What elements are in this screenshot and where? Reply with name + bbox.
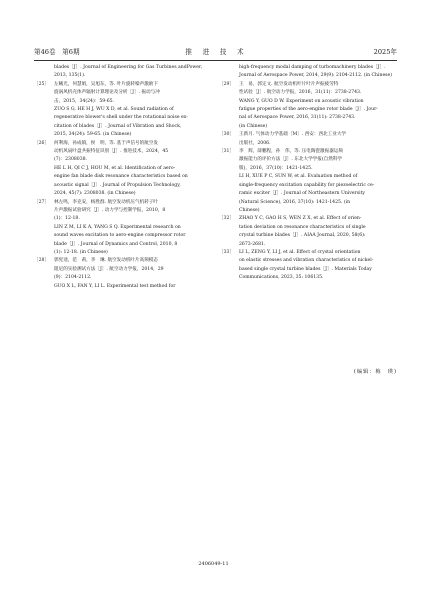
reference-line: 2015, 34(24): 59-65. (in Chinese) xyxy=(54,132,132,138)
reference-entry xyxy=(219,249,397,283)
reference-line: fatigue properties of the aero-engine rotor blade［J］. Jour- xyxy=(239,107,378,113)
reference-line: ramic exciter［J］. Journal of Northeastern University xyxy=(239,191,366,197)
reference-line: based single crystal turbine blades［J］. Materials Today xyxy=(239,266,372,272)
reference-line: blade［J］. Journal of Dynamics and Control, 2010, 8 xyxy=(54,241,178,247)
reference-line: HE L H, QI C J, HOU M, et al. Identification of aero- xyxy=(54,165,176,171)
reference-line: ZHAO Y C, GAO H S, WEN Z X, et al. Effect of orien- xyxy=(239,216,362,222)
left-column xyxy=(34,64,212,291)
reference-line: on elastic stresses and vibration characteristics of nickel- xyxy=(239,258,374,264)
reference-entry xyxy=(34,140,212,199)
reference-line: Power, 2013, 135(1). xyxy=(54,65,203,79)
reference-number: ［30］ xyxy=(219,132,235,138)
reference-line: 郭宪逵，范 莉，李 琳. 航空发动机叶片高频模态 xyxy=(54,258,158,264)
header-rule xyxy=(34,60,397,61)
reference-line: 版)，2016，37(10)：1421-1425. xyxy=(239,165,313,171)
reference-number: ［32］ xyxy=(219,216,235,222)
reference-line: blades［J］. Journal of Engineering for Gas Turbines and xyxy=(54,65,187,70)
reference-line: WANG Y, GUO D W. Experiment on acoustic vibration xyxy=(239,98,364,104)
volume-issue: 第46卷 第6期 xyxy=(34,48,80,56)
reference-line: 激振能力的评价方法［J］. 东北大学学报(自然科学 xyxy=(239,157,343,163)
reference-line: regenerative blower's shell under the rotational noise ex- xyxy=(54,115,188,121)
reference-line: LI H, XUE P C, SUN W, et al. Evaluation method of xyxy=(239,174,358,180)
page-number: 2406049-11 xyxy=(198,561,229,567)
reference-line: 2112. (in Chinese) xyxy=(349,73,393,79)
reference-line: high-frequency modal damping of turbomachinery blades xyxy=(239,65,374,70)
right-column xyxy=(219,64,397,283)
reference-line: single-frequency excitation capability for piezoelectric ce- xyxy=(239,182,375,188)
reference-line: 2673-2681. xyxy=(239,241,266,247)
reference-entry xyxy=(34,81,212,140)
reference-line: citation of blades［J］. Journal of Vibration and Shock, xyxy=(54,123,182,129)
reference-number: ［26］ xyxy=(34,140,50,146)
reference-number: ［29］ xyxy=(219,81,235,87)
reference-line: sound waves excitation to aero-engine compressor rotor xyxy=(54,233,186,239)
reference-line: 何利海，孙成镇，侯 明，等. 基于声信号的航空发 xyxy=(54,140,158,146)
reference-line: 林左鸣，李克安，杨胜群. 航空发动机压气机转子叶 xyxy=(54,199,158,205)
reference-line: (7)：2308038. xyxy=(54,157,88,163)
reference-line: 2024, 45(7): 2308038. (in Chinese) xyxy=(54,191,136,197)
reference-line: 片声激振试验研究［J］. 动力学与控制学报，2010，8 xyxy=(54,207,166,213)
reference-line: ［J］. Journal of Aerospace Power, 2014, 29(9): 2104- xyxy=(239,65,386,79)
reference-entry xyxy=(219,215,397,249)
reference-line: crystal turbine blades［J］. AIAA Journal, 2020, 58(6): xyxy=(239,233,366,239)
reference-line: 阻尼的实验测试方法［J］. 航空动力学报，2014，29 xyxy=(54,266,164,272)
running-header xyxy=(34,46,397,58)
reference-line: 出版社，2006. xyxy=(239,140,271,146)
reference-number: ［31］ xyxy=(219,149,235,155)
reference-number: ［28］ xyxy=(34,258,50,264)
reference-entry xyxy=(34,257,212,291)
reference-entry xyxy=(219,148,397,215)
reference-line: LIN Z M, LI K A, YANG S Q. Experimental research on xyxy=(54,224,181,230)
reference-line: 王 易，郭定文. 航空发动机叶片叶片声振疲劳特 xyxy=(239,81,339,87)
year: 2025年 xyxy=(373,48,397,56)
reference-line: 动机风扇叶盘共振特征识别［J］. 推进技术，2024，45 xyxy=(54,149,169,155)
reference-line: LI L, ZENG Y, LI J, et al. Effect of crystal orientation xyxy=(239,249,361,255)
reference-line: engine fan blade disk resonance characteristics based on xyxy=(54,174,188,180)
reference-line: (9)：2104-2112. xyxy=(54,275,92,281)
reference-line: Communications, 2023, 35: 106135. xyxy=(239,275,324,281)
reference-continuation xyxy=(219,64,397,81)
reference-line: ZUO S G, HE H J, WU X D, et al. Sound radiation of xyxy=(54,107,174,113)
reference-line: nal of Aerospace Power, 2016, 31(11): 2738-2743. xyxy=(239,115,356,121)
reference-line: 王新月. 气体动力学基础［M］. 西安：西北工业大学 xyxy=(239,132,347,138)
reference-continuation xyxy=(34,64,212,81)
reference-line: GUO X L, FAN Y, LI L. Experimental test method for xyxy=(54,283,176,289)
reference-line: 性试验［J］. 航空动力学报，2016，31(11)：2738-2743. xyxy=(239,90,362,96)
reference-line: (1)：12-18. xyxy=(54,216,80,222)
reference-line: 李 辉，薛鹏程，孙 伟，等. 压电陶瓷激振器运频 xyxy=(239,149,343,155)
reference-line: 击，2015，34(24)：59-65. xyxy=(54,98,115,104)
reference-entry xyxy=(219,81,397,131)
reference-line: (Natural Science), 2016, 37(10): 1421-1425. (in xyxy=(239,199,351,205)
reference-line: 旋涡风机壳体声辐射计算理论及分析［J］. 振动与冲 xyxy=(54,90,160,96)
reference-line: Chinese) xyxy=(239,207,260,213)
reference-line: (1): 12-18. (in Chinese) xyxy=(54,249,108,255)
reference-entry xyxy=(34,199,212,258)
reference-number: ［27］ xyxy=(34,199,50,205)
reference-line: acoustic signal［J］. Journal of Propulsion Technology, xyxy=(54,182,181,188)
journal-title: 推 进 技 术 xyxy=(185,48,246,56)
reference-line: tation deviation on resonance characteristics of single xyxy=(239,224,366,230)
editor-note: (编辑：梅 瑛) xyxy=(353,369,397,375)
reference-line: (in Chinese) xyxy=(239,123,268,129)
reference-number: ［33］ xyxy=(219,249,235,255)
reference-number: ［25］ xyxy=(34,81,50,87)
reference-line: 左曦光，何慧娟，吴旭东，等. 叶片旋转噪声激励下 xyxy=(54,81,158,87)
reference-entry xyxy=(219,131,397,148)
